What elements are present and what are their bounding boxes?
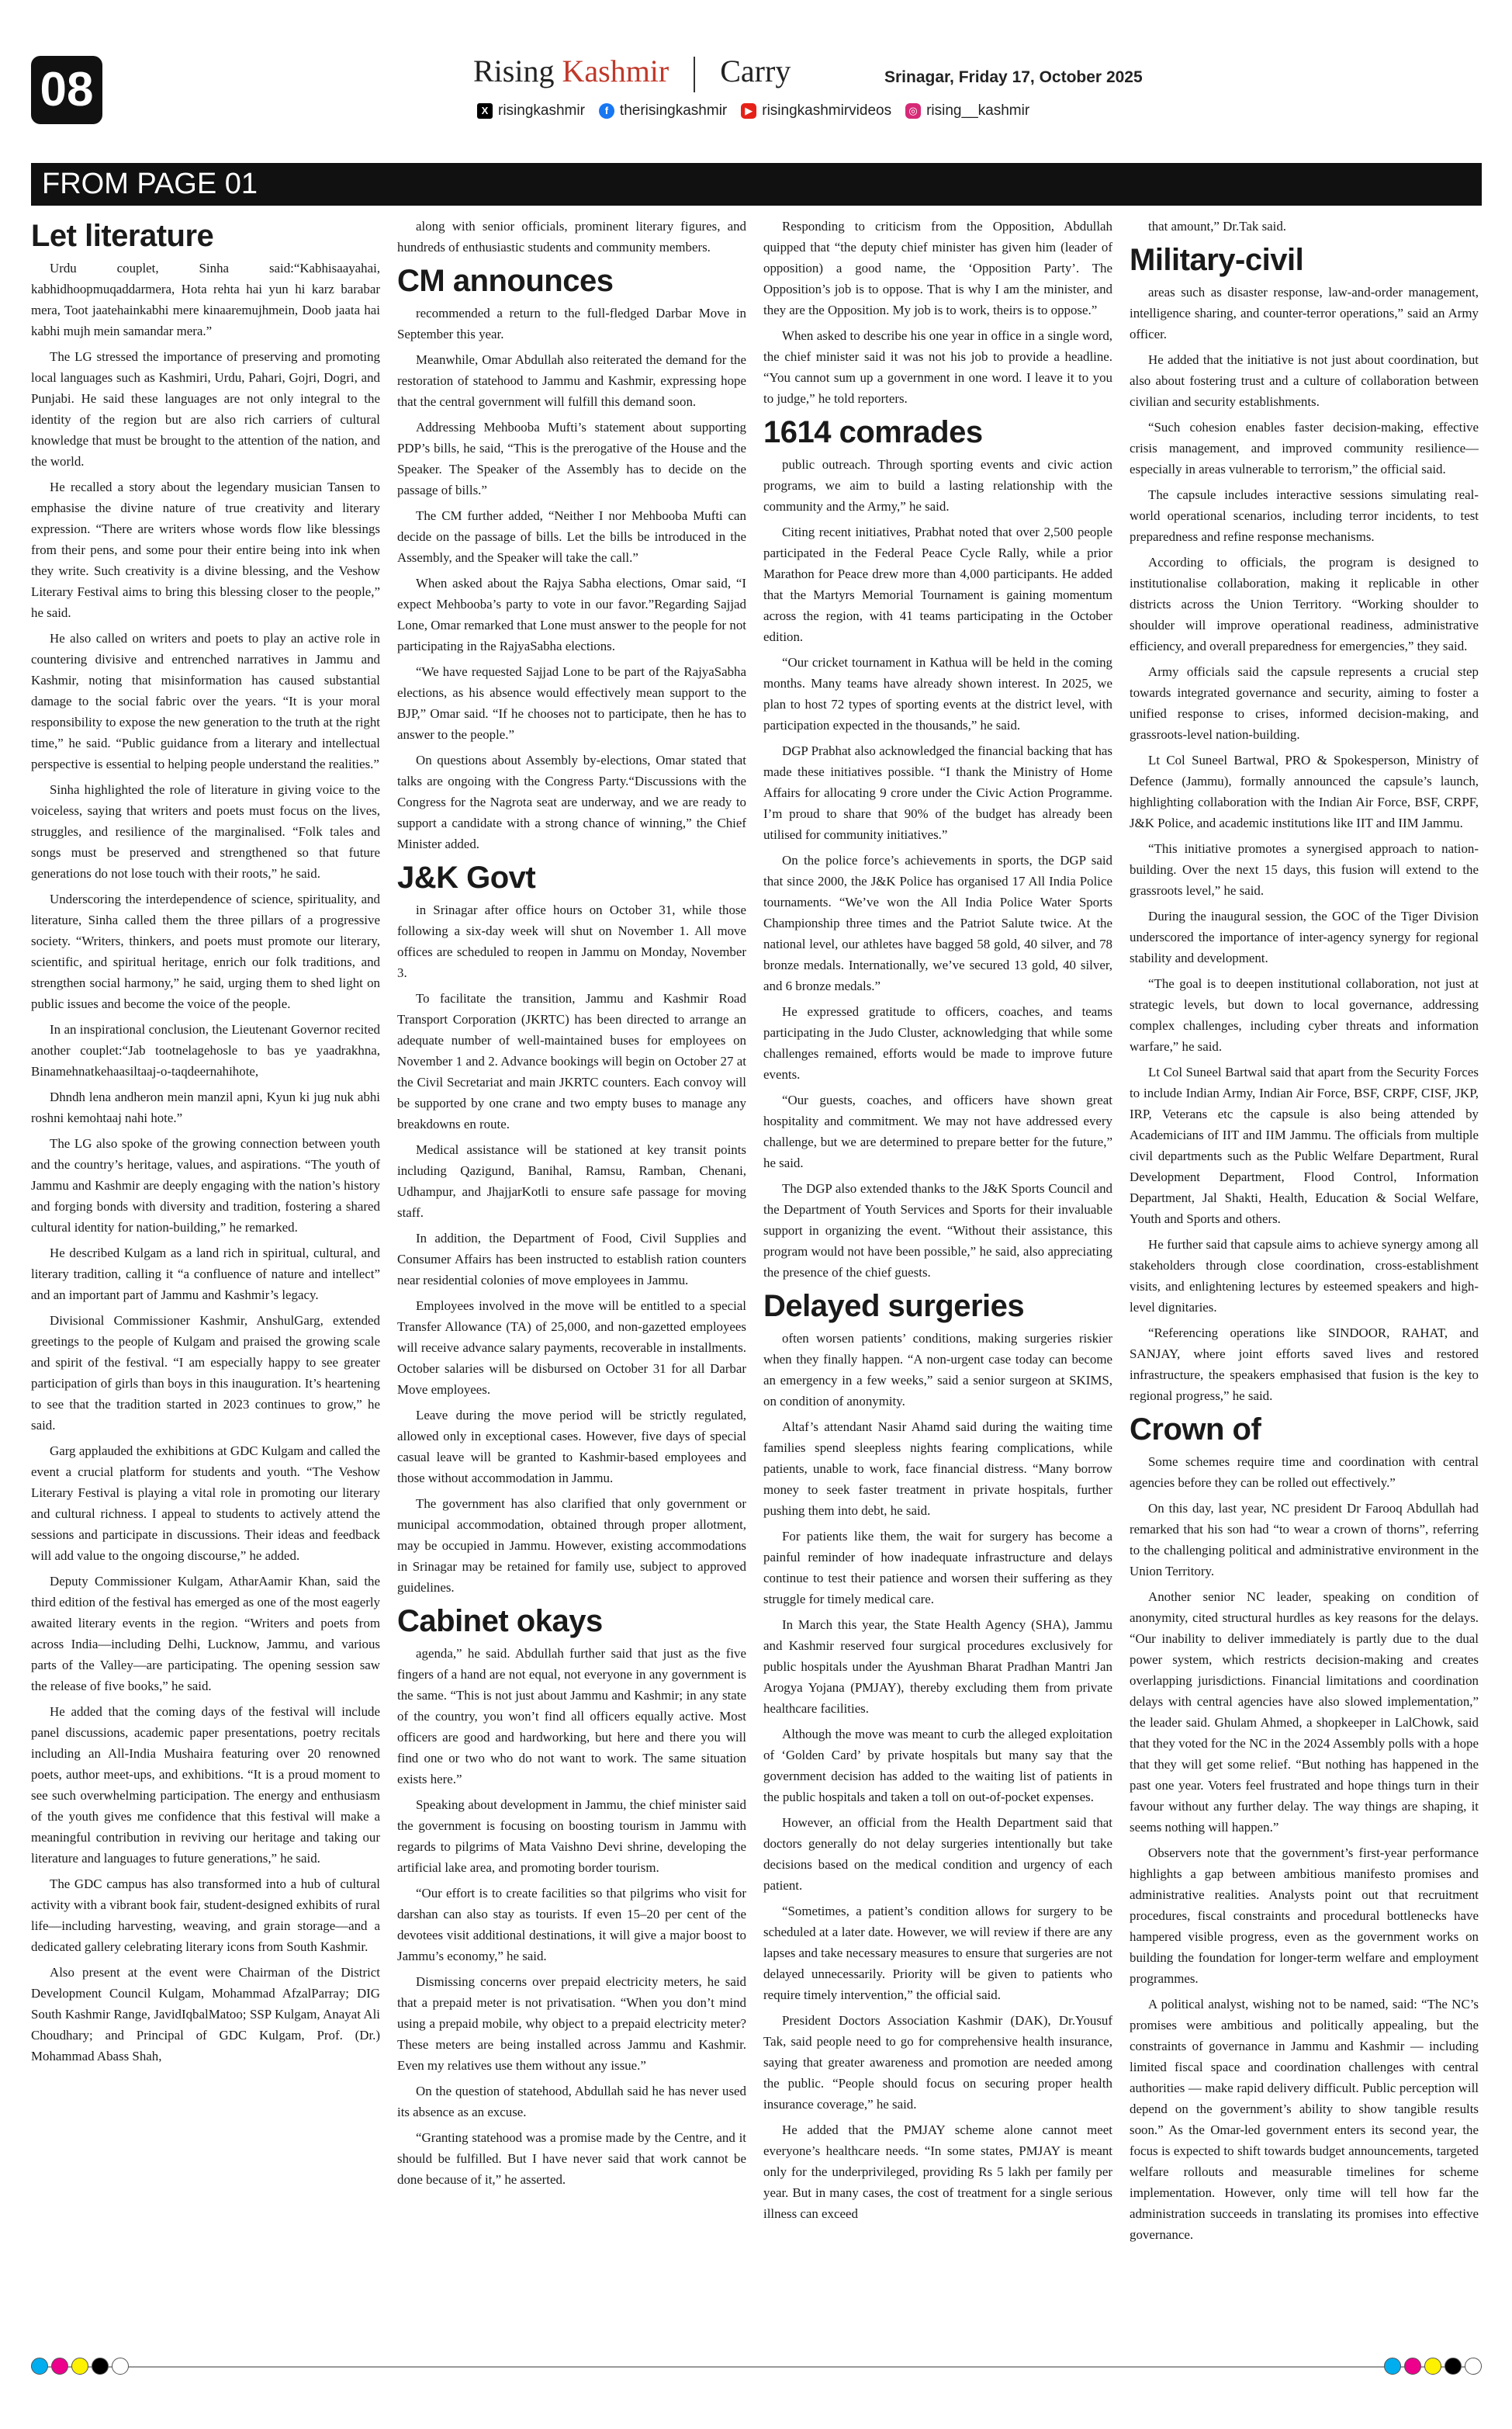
article-paragraph: Dismissing concerns over prepaid electricity meters, he said that a prepaid meter is not privatisation. “When you don’t mind using a prepaid mobile, why object to a prepaid electricity meter? These meters are being installed across Jammu and Kashmir. Even my relatives use them without any issue.” xyxy=(397,1974,746,2073)
article-paragraph: Some schemes require time and coordination with central agencies before they can be rolled out effectively.” xyxy=(1130,1454,1479,1490)
article-paragraph: that amount,” Dr.Tak said. xyxy=(1148,219,1287,234)
article-paragraph: Garg applauded the exhibitions at GDC Kulgam and called the event a crucial platform for students and youth. “The Veshow Literary Festival is playing a vital role in promoting our literary and cultural richness. I appeal to students to actively attend the sessions and participate in discussions. Their ideas and feedback will add value to the ongoing discourse,” he added. xyxy=(31,1443,380,1563)
article-paragraph: On the question of statehood, Abdullah said he has never used its absence as an excuse. xyxy=(397,2084,746,2119)
article-paragraph: Medical assistance will be stationed at key transit points including Qazigund, Banihal, Ramsu, Ramban, Chenani, Udhampur, and JhajjarKotli to ensure safe passage for moving staff. xyxy=(397,1142,746,1220)
article-paragraph: On this day, last year, NC president Dr Farooq Abdullah had remarked that his son had “to wear a crown of thorns”, referring to the challenging political and administrative environment in the Union Territory. xyxy=(1130,1501,1479,1578)
article-paragraph: areas such as disaster response, law-and-order management, intelligence sharing, and counter-terror operations,” said an Army officer. xyxy=(1130,285,1479,341)
article-paragraph: recommended a return to the full-fledged Darbar Move in September this year. xyxy=(397,306,746,341)
article-paragraph: DGP Prabhat also acknowledged the financial backing that has made these initiatives possible. “I thank the Ministry of Home Affairs for allocating 9 crore under the Civic Action Programme. I’m proud to share that 90% of the budget has already been utilised for community initiatives.” xyxy=(763,743,1112,842)
instagram-icon: ◎ xyxy=(905,103,921,119)
article-paragraph: The government has also clarified that only government or municipal accommodation, obtained through proper allotment, may be occupied in Jammu. However, existing accommodations in Srinagar may be retained for family use, subject to approved guidelines. xyxy=(397,1496,746,1595)
article-paragraph: Meanwhile, Omar Abdullah also reiterated the demand for the restoration of statehood to Jammu and Kashmir, expressing hope that the central government will fulfill this demand soon. xyxy=(397,352,746,409)
social-youtube[interactable] xyxy=(741,102,891,120)
article-paragraph: agenda,” he said. Abdullah further said that just as the five fingers of a hand are not equal, not everyone in any government is the same. “This is not just about Jammu and Kashmir; in any state of the country, you won’t find all officers equally active. Most officers are good and hardworking, but here and there you will find one or two who do not want to work. The same situation exists here.” xyxy=(397,1646,746,1786)
article-paragraph: He added that the PMJAY scheme alone cannot meet everyone’s healthcare needs. “In some states, PMJAY is meant only for the underprivileged, providing Rs 5 lakh per family per year. But in many cases, the cost of treatment for a single serious illness can exceed xyxy=(763,2122,1112,2221)
article-paragraph: He added that the coming days of the festival will include panel discussions, academic paper presentations, poetry recitals including an All-India Mushaira featuring over 20 renowned poets, author meet-ups, and exhibitions. “It is a proud moment to see such overwhelming participation. The energy and enthusiasm of the youth gives me confidence that this festival will make a meaningful contribution in reviving our heritage and taking our literature and languages to future generations,” he said. xyxy=(31,1704,380,1866)
article-paragraph: Responding to criticism from the Opposition, Abdullah quipped that “the deputy chief minister has given him (leader of opposition) a good name, the ‘Opposition Party’. The Opposition’s job is to oppose. That is why I am the minister, and they are the Opposition. My job is to work, theirs is to oppose.” xyxy=(763,219,1112,317)
article-paragraph: In addition, the Department of Food, Civil Supplies and Consumer Affairs has been instructed to establish ration counters near residential colonies of move employees in Jammu. xyxy=(397,1231,746,1287)
article-paragraph: Dhndh lena andheron mein manzil apni, Kyun ki jug nuk abhi roshni kemohtaaj nahi hote.” xyxy=(31,1090,380,1125)
brand-divider xyxy=(694,57,695,92)
article-paragraph: The CM further added, “Neither I nor Mehbooba Mufti can decide on the passage of bills. Let the bills be introduced in the Assembly, and the Speaker will take the call.” xyxy=(397,508,746,565)
registration-dot xyxy=(51,2358,68,2375)
article-paragraph: When asked to describe his one year in office in a single word, the chief minister said it was not his job to provide a headline. “You cannot sum up a government in one word. I leave it to you to judge,” he told reporters. xyxy=(763,328,1112,406)
article-paragraph: President Doctors Association Kashmir (DAK), Dr.Yousuf Tak, said people need to go for comprehensive health insurance, saying that greater awareness and promotion are needed among the public. “People should focus on securing proper health insurance coverage,” he said. xyxy=(763,2013,1112,2112)
article-paragraph: The DGP also extended thanks to the J&K Sports Council and the Department of Youth Services and Sports for their invaluable support in organizing the event. “Without their assistance, this program would not have been possible,” he said, also appreciating the presence of the chief guests. xyxy=(763,1181,1112,1280)
brand-rising: Rising xyxy=(473,54,555,88)
article-paragraph: The GDC campus has also transformed into a hub of cultural activity with a vibrant book fair, student-designed exhibits of rural life—including harvesting, weaving, and grain storage—and a dedicated gallery celebrating literary icons from South Kashmir. xyxy=(31,1876,380,1954)
social-label: risingkashmir xyxy=(498,102,585,119)
article-paragraph: He further said that capsule aims to achieve synergy among all stakeholders through close coordination, cross-establishment visits, and enlightening lectures by esteemed speakers and high-level dignitaries. xyxy=(1130,1237,1479,1315)
registration-dot xyxy=(1445,2358,1462,2375)
article-paragraph: Speaking about development in Jammu, the chief minister said the government is focusing on boosting tourism in Jammu with regards to pilgrims of Mata Vaishno Devi shrine, developing the artificial lake area, and promoting border tourism. xyxy=(397,1797,746,1875)
article-headline: Military-civil xyxy=(1130,243,1304,277)
article-paragraph: To facilitate the transition, Jammu and Kashmir Road Transport Corporation (JKRTC) has been directed to arrange an adequate number of well-maintained buses for employees on November 1 and 2. Advance bookings will begin on October 27 at the Civil Secretariat and main JKRTC counters. Each convoy will be supported by one crane and two empty buses to manage any breakdowns en route. xyxy=(397,991,746,1131)
article-paragraph: Although the move was meant to curb the alleged exploitation of ‘Golden Card’ by private hospitals but many say that the government decision has added to the waiting list of patients in the public hospitals and taken a toll on out-of-pocket expenses. xyxy=(763,1727,1112,1804)
article-paragraph: Observers note that the government’s first-year performance highlights a gap between ambitious manifesto promises and administrative realities. Analysts point out that recruitment procedures, fiscal constraints and procedural bottlenecks have hampered visible progress, even as the government works on building the foundation for longer-term welfare and employment programmes. xyxy=(1130,1845,1479,1986)
article-paragraph: A political analyst, wishing not to be named, said: “The NC’s promises were ambitious and politically appealing, but the constraints of governance in Jammu and Kashmir — including limited fiscal space and coordination challenges with central authorities — make rapid delivery difficult. Public perception will depend on the government’s ability to show tangible results soon.” As the Omar-led government enters its second year, the focus is expected to shift towards budget announcements, targeted welfare rollouts and measurable timelines for scheme implementation. However, only time will tell how far the administration succeeds in translating its promises into effective governance. xyxy=(1130,1997,1479,2242)
article-paragraph: The capsule includes interactive sessions simulating real-world operational scenarios, including terror incidents, to test preparedness and refine response mechanisms. xyxy=(1130,487,1479,544)
column-2 xyxy=(397,216,746,2334)
article-paragraph: On questions about Assembly by-elections, Omar stated that talks are ongoing with the Congress Party.“Discussions with the Congress for the Nagrota seat are underway, and we are ready to support a candidate with a strong chance of winning,” the Chief Minister added. xyxy=(397,753,746,851)
article-paragraph: “Our effort is to create facilities so that pilgrims who visit for darshan can also stay as tourists. If even 15–20 per cent of the devotees visit additional destinations, it will give a major boost to Jammu’s economy,” he said. xyxy=(397,1886,746,1963)
article-paragraph: Urdu couplet, Sinha said:“Kabhisaayahai, kabhidhoopmuqaddarmera, Hota rehta hai yun hi karz barabar mera, Toot jaatehainkabhi mere kinaaremujhmein, Doob jaata hai kabhi mujh mein samandar mera.” xyxy=(31,261,380,338)
article-paragraph: Lt Col Suneel Bartwal, PRO & Spokesperson, Ministry of Defence (Jammu), formally announced the capsule’s launch, highlighting collaboration with the Indian Air Force, BSF, CRPF, J&K Police, and academic institutions like IIT and IIM Jammu. xyxy=(1130,753,1479,830)
registration-marks xyxy=(31,2358,1482,2376)
column-4 xyxy=(1130,216,1479,2334)
social-facebook[interactable] xyxy=(599,102,727,120)
article-paragraph: “Sometimes, a patient’s condition allows for surgery to be scheduled at a later date. However, we will review if there are any lapses and take necessary measures to ensure that surgeries are not delayed unnecessarily. Priority will be given to patients who require timely intervention,” the official said. xyxy=(763,1904,1112,2002)
article-paragraph: Lt Col Suneel Bartwal said that apart from the Security Forces to include Indian Army, Indian Air Force, BSF, CRPF, CISF, JKP, IRP, Veterans etc the capsule is also being attended by Academicians of IIT and IIM Jammu. The officials from multiple civil departments such as the Public Welfare Department, Rural Development Department, Flood Control, Information Department, Jal Shakti, Health, Education & Social Welfare, Youth and Sports and others. xyxy=(1130,1065,1479,1226)
article-paragraph: Leave during the move period will be strictly regulated, allowed only in exceptional cases. However, five days of special casual leave will be granted to Kashmir-based employees and those without accommodation in Jammu. xyxy=(397,1408,746,1485)
article-paragraph: He expressed gratitude to officers, coaches, and teams participating in the Judo Cluster, acknowledging that while some challenges remained, efforts would be made to improve future events. xyxy=(763,1004,1112,1082)
article-paragraph: However, an official from the Health Department said that doctors generally do not delay surgeries intentionally but take decisions based on the medical condition and urgency of each patient. xyxy=(763,1815,1112,1893)
article-headline: J&K Govt xyxy=(397,861,536,895)
facebook-icon: f xyxy=(599,103,614,119)
article-paragraph: He recalled a story about the legendary musician Tansen to emphasise the divine nature of true creativity and literary expression. “There are writers whose words flow like blessings from their pens, and some pour their entire being into ink when they write. Such creativity is a divine blessing, and the Veshow Literary Festival aims to bring this blessing closer to the people,” he said. xyxy=(31,480,380,620)
masthead xyxy=(31,48,1482,133)
social-x[interactable] xyxy=(477,102,585,120)
article-headline: Let literature xyxy=(31,219,214,253)
article-paragraph: public outreach. Through sporting events and civic action programs, we aim to build a lasting relationship with the community and the Army,” he said. xyxy=(763,457,1112,514)
article-paragraph: For patients like them, the wait for surgery has become a painful reminder of how inadequate infrastructure and delays continue to test their patience and worsen their suffering as they struggle for timely medical care. xyxy=(763,1529,1112,1606)
color-dots-right xyxy=(1384,2358,1482,2375)
article-paragraph: In an inspirational conclusion, the Lieutenant Governor recited another couplet:“Jab tootnelagehosle to bas ye yaadrakhna, Binamehnatkehaasiltaaj-o-taqdeernahihote, xyxy=(31,1022,380,1079)
x-icon: X xyxy=(477,103,493,119)
article-paragraph: Citing recent initiatives, Prabhat noted that over 2,500 people participated in the Federal Peace Cycle Rally, while a prior Marathon for Peace drew more than 4,000 participants. He added that the Martyrs Memorial Tournament is gaining momentum across the region, with 41 teams participating in the October edition. xyxy=(763,525,1112,644)
brand-kashmir: Kashmir xyxy=(562,54,670,88)
article-paragraph: In March this year, the State Health Agency (SHA), Jammu and Kashmir reserved four surgical procedures exclusively for public hospitals under the Ayushman Bharat Pradhan Mantri Jan Arogya Yojana (PMJAY), thereby excluding them from private healthcare facilities. xyxy=(763,1617,1112,1716)
registration-dot xyxy=(1424,2358,1441,2375)
article-paragraph: According to officials, the program is designed to institutionalise collaboration, making it replicable in other districts across the Union Territory. “Working shoulder to shoulder will improve operational readiness, administrative efficiency, and overall preparedness for emergencies,” they said. xyxy=(1130,555,1479,653)
article-paragraph: along with senior officials, prominent literary figures, and hundreds of enthusiastic students and community members. xyxy=(397,219,746,255)
column-1 xyxy=(31,216,380,2334)
registration-dot xyxy=(71,2358,88,2375)
section-banner: FROM PAGE 01 xyxy=(31,163,1482,206)
article-headline: Crown of xyxy=(1130,1412,1261,1447)
article-paragraph: He added that the initiative is not just about coordination, but also about fostering trust and a culture of collaboration between civilian and security establishments. xyxy=(1130,352,1479,409)
article-paragraph: Employees involved in the move will be entitled to a special Transfer Allowance (TA) of 25,000, and non-gazetted employees will receive advance salary payments, recoverable in installments. October salaries will be disbursed on October 31 for all Darbar Move employees. xyxy=(397,1298,746,1397)
social-label: risingkashmirvideos xyxy=(762,102,892,119)
article-paragraph: Altaf’s attendant Nasir Ahamd said during the waiting time families spend sleepless nights fearing complications, while patients, unable to work, face financial distress. “Many borrow money to seek faster treatment in private hospitals, further pushing them into debt, he said. xyxy=(763,1419,1112,1518)
registration-dot xyxy=(1465,2358,1482,2375)
article-paragraph: Addressing Mehbooba Mufti’s statement about supporting PDP’s bills, he said, “This is the prerogative of the House and the Speaker. The Speaker of the Assembly has to decide on the passage of bills.” xyxy=(397,420,746,497)
registration-line xyxy=(31,2366,1482,2368)
social-instagram[interactable] xyxy=(905,102,1029,120)
column-3 xyxy=(763,216,1112,2334)
article-paragraph: “Such cohesion enables faster decision-making, effective crisis management, and improved community resilience—especially in areas vulnerable to terrorism,” the official said. xyxy=(1130,420,1479,476)
article-headline: Delayed surgeries xyxy=(763,1289,1025,1323)
registration-dot xyxy=(1384,2358,1401,2375)
article-paragraph: The LG also spoke of the growing connection between youth and the country’s heritage, values, and aspirations. “The youth of Jammu and Kashmir are deeply engaging with the nation’s history and forging bonds with diversity and tradition, fostering a shared cultural identity for nation-building,” he remarked. xyxy=(31,1136,380,1235)
article-paragraph: When asked about the Rajya Sabha elections, Omar said, “I expect Mehbooba’s party to vote in our favor.”Regarding Sajjad Lone, Omar remarked that Lone must answer to the people for not participating in the RajyaSabha elections. xyxy=(397,576,746,653)
brand-logo xyxy=(473,53,791,92)
registration-dot xyxy=(112,2358,129,2375)
registration-dot xyxy=(31,2358,48,2375)
article-paragraph: “This initiative promotes a synergised approach to nation-building. Over the next 15 days, this fusion will extend to the grassroots level,” he said. xyxy=(1130,841,1479,898)
article-columns xyxy=(31,216,1482,2334)
article-headline: Cabinet okays xyxy=(397,1604,603,1638)
article-paragraph: Also present at the event were Chairman of the District Development Council Kulgam, Mohammad AfzalParray; DIG South Kashmir Range, JavidIqbalMatoo; SSP Kulgam, Anayat Ali Choudhary; and Principal of GDC Kulgam, Prof. (Dr.) Mohammad Abass Shah, xyxy=(31,1965,380,2063)
section-name: Carry xyxy=(720,54,791,88)
color-dots-left xyxy=(31,2358,129,2375)
article-paragraph: “We have requested Sajjad Lone to be part of the RajyaSabha elections, as his absence would effectively mean support to the BJP,” Omar said. “If he chooses not to participate, then he has to answer to the people.” xyxy=(397,664,746,742)
article-paragraph: Sinha highlighted the role of literature in giving voice to the voiceless, saying that writers and poets must focus on the lives, struggles, and resilience of the marginalised. “Folk tales and songs must be preserved and strengthened so that future generations do not lose touch with their roots,” he said. xyxy=(31,782,380,881)
youtube-icon: ▶ xyxy=(741,103,756,119)
registration-dot xyxy=(1404,2358,1421,2375)
article-paragraph: He described Kulgam as a land rich in spiritual, cultural, and literary tradition, calling it “a confluence of nature and intellect” and an important part of Jammu and Kashmir’s legacy. xyxy=(31,1246,380,1302)
social-links xyxy=(477,102,1029,120)
page-number: 08 xyxy=(31,56,102,124)
article-headline: 1614 comrades xyxy=(763,415,983,449)
article-paragraph: Divisional Commissioner Kashmir, AnshulGarg, extended greetings to the people of Kulgam and praised the growing scale and spirit of the festival. “I am especially happy to see greater participation of girls than boys in this inauguration. It’s heartening to see that the tradition started in 2023 continues to grow,” he said. xyxy=(31,1313,380,1433)
social-label: rising__kashmir xyxy=(926,102,1030,119)
article-paragraph: in Srinagar after office hours on October 31, while those following a six-day week will shut on November 1. All move offices are scheduled to reopen in Jammu on Monday, November 3. xyxy=(397,903,746,980)
article-paragraph: Army officials said the capsule represents a crucial step towards integrated governance and security, aiming to foster a unified response to crises, informed decision-making, and grassroots-level nation-building. xyxy=(1130,664,1479,742)
article-paragraph: “The goal is to deepen institutional collaboration, not just at strategic levels, but down to local governance, addressing complex challenges, including cyber threats and information warfare,” he said. xyxy=(1130,976,1479,1054)
article-paragraph: Underscoring the interdependence of science, spirituality, and literature, Sinha called them the three pillars of a progressive society. “Writers, thinkers, and poets must promote our literary, scientific, and spiritual heritage, enrich our folk traditions, and strengthen social harmony,” he said, urging them to shed light on public issues and become the voice of the people. xyxy=(31,892,380,1011)
article-paragraph: On the police force’s achievements in sports, the DGP said that since 2000, the J&K Police has organised 17 All India Police tournaments. “We’ve won the All India Police Water Sports Championship three times and the Patriot Salute twice. At the national level, our athletes have bagged 58 gold, 40 silver, and 78 bronze medals. Internationally, we’ve secured 13 gold, 40 silver, and 6 bronze medals.” xyxy=(763,853,1112,993)
article-paragraph: “Our cricket tournament in Kathua will be held in the coming months. Many teams have already shown interest. In 2025, we plan to host 72 types of sporting events at the district level, with participation expected in the thousands,” he said. xyxy=(763,655,1112,733)
article-paragraph: During the inaugural session, the GOC of the Tiger Division underscored the importance of inter-agency synergy for regional stability and development. xyxy=(1130,909,1479,965)
article-headline: CM announces xyxy=(397,264,614,298)
article-paragraph: Another senior NC leader, speaking on condition of anonymity, cited structural hurdles as key reasons for the delays. “Our inability to deliver immediately is partly due to the dual power system, which restricts decision-making and creates overlapping jurisdictions. Financial limitations and coordination delays with central agencies have also slowed implementation,” the leader said. Ghulam Ahmed, a shopkeeper in LalChowk, said that they voted for the NC in the 2024 Assembly polls with a hope that they will get some relief. “But nothing has happened in the past one year. Voters feel frustrated and hope things turn in their favour without any further delay. The way things are shaping, it seems nothing will happen.” xyxy=(1130,1589,1479,1835)
social-label: therisingkashmir xyxy=(619,102,728,119)
article-paragraph: often worsen patients’ conditions, making surgeries riskier when they finally happen. “A non-urgent case today can become an emergency in a few weeks,” said a senior surgeon at SKIMS, on condition of anonymity. xyxy=(763,1331,1112,1409)
dateline: Srinagar, Friday 17, October 2025 xyxy=(884,68,1143,86)
article-paragraph: The LG stressed the importance of preserving and promoting local languages such as Kashmiri, Urdu, Pahari, Gojri, Dogri, and Punjabi. He said these languages are not only integral to the identity of the region but are also rich carriers of cultural knowledge that must be brought to the attention of the nation, and the world. xyxy=(31,349,380,469)
article-paragraph: “Our guests, coaches, and officers have shown great hospitality and commitment. We may not have addressed every challenge, but we are determined to prepare better for the future,” he said. xyxy=(763,1093,1112,1170)
article-paragraph: Deputy Commissioner Kulgam, AtharAamir Khan, said the third edition of the festival has emerged as one of the most eagerly awaited literary events in the region. “Writers and poets from across India—including Delhi, Lucknow, Jammu, and various parts of the Valley—are participating. The opening session saw the release of five books,” he said. xyxy=(31,1574,380,1693)
registration-dot xyxy=(92,2358,109,2375)
article-paragraph: “Granting statehood was a promise made by the Centre, and it should be fulfilled. But I have never said that work cannot be done because of it,” he asserted. xyxy=(397,2130,746,2187)
article-paragraph: “Referencing operations like SINDOOR, RAHAT, and SANJAY, where joint efforts saved lives and restored infrastructure, the speakers emphasised that fusion is the key to regional progress,” he said. xyxy=(1130,1325,1479,1403)
article-paragraph: He also called on writers and poets to play an active role in countering divisive and entrenched narratives in Jammu and Kashmir, noting that misinformation has caused substantial damage to the social fabric over the years. “It is your moral responsibility to expose the new generation to the truth at the right time,” he said. “Public guidance from a literary and intellectual perspective is essential to helping people understand the realities.” xyxy=(31,631,380,771)
